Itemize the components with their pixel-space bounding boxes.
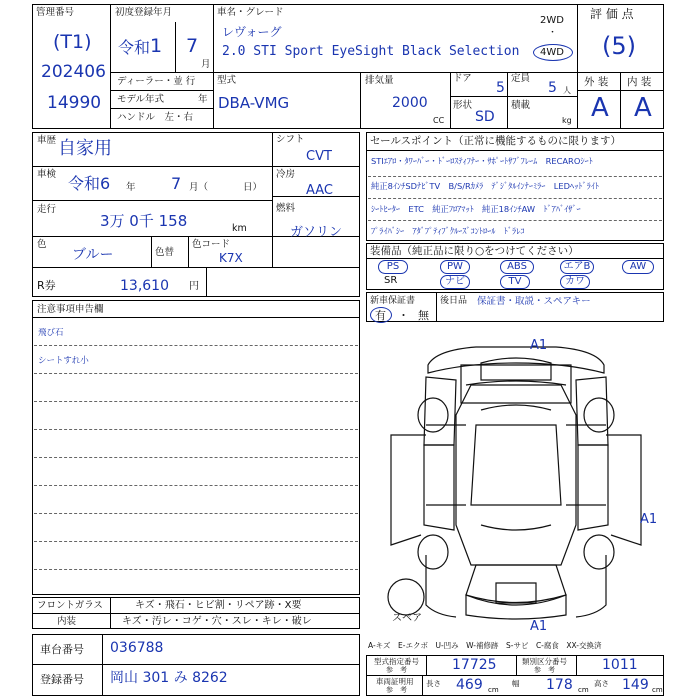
drive-dot: ・ bbox=[548, 28, 558, 38]
fuel-label: 燃料 bbox=[276, 203, 296, 214]
inspection-era: 令和6 bbox=[68, 174, 111, 193]
month-unit: 月 bbox=[201, 59, 211, 70]
class-value: 1011 bbox=[602, 657, 638, 673]
int-label: 内 装 bbox=[627, 76, 652, 88]
disp-label: 排気量 bbox=[365, 75, 394, 86]
warranty-no: 無 bbox=[418, 309, 429, 322]
handle-label: ハンドル 左・右 bbox=[117, 112, 194, 123]
header-section bbox=[32, 4, 664, 129]
disp-value: 2000 bbox=[392, 95, 428, 111]
inspection-year-unit: 年 bbox=[126, 182, 136, 193]
model-year-label: モデル年式 bbox=[117, 94, 165, 105]
r-label: R券 bbox=[37, 279, 56, 292]
shape-label: 形状 bbox=[453, 100, 473, 111]
note-item-2: シートすれ小 bbox=[38, 356, 89, 366]
len-label: 長さ bbox=[426, 679, 441, 688]
type-value: DBA-VMG bbox=[218, 94, 290, 112]
class-ref-label: 参 考 bbox=[534, 666, 555, 674]
form-ref-label: 参 考 bbox=[386, 666, 407, 674]
equip-airb: エアB bbox=[560, 260, 594, 274]
width-unit: cm bbox=[578, 686, 589, 694]
car-name: レヴォーグ bbox=[222, 25, 282, 39]
cert-label: 車両証明用 bbox=[376, 677, 414, 686]
equip-navi: ナビ bbox=[440, 275, 470, 289]
capacity-unit: 人 bbox=[563, 86, 571, 95]
equipment-title: 装備品（純正品に限り○をつけてください） bbox=[370, 245, 579, 257]
sales-line-1: STIｴｱﾛ・ﾀﾜｰﾊﾞｰ・ﾄﾞｰﾛｽﾃｨﾌﾅｰ・ｻﾎﾟｰﾄｻﾌﾞﾌﾚｰﾑ RECAROｼｰﾄ bbox=[371, 156, 593, 166]
reg-value: 岡山 301 み 8262 bbox=[110, 670, 228, 686]
disp-unit: CC bbox=[433, 116, 445, 125]
inspection-month-unit: 月（ bbox=[189, 182, 209, 193]
mgmt-t: (T1) bbox=[53, 31, 92, 53]
shift-label: シフト bbox=[276, 134, 305, 145]
equip-aw: AW bbox=[622, 260, 654, 274]
note-item-1: 飛び石 bbox=[38, 328, 64, 338]
first-reg-month: 7 bbox=[186, 35, 199, 57]
type-label: 型式 bbox=[217, 75, 237, 86]
sales-line-3: ｼｰﾄﾋｰﾀｰ ETC 純正ﾌﾛｱﾏｯﾄ 純正18ｲﾝﾁAW ﾄﾞｱﾊﾞｲｻﾞｰ bbox=[371, 204, 581, 214]
len-value: 469 bbox=[456, 677, 483, 693]
damage-mark-front: A1 bbox=[530, 338, 548, 353]
mgmt-no2: 14990 bbox=[47, 93, 102, 113]
height-value: 149 bbox=[622, 677, 649, 693]
door-label: ドア bbox=[453, 73, 472, 84]
sales-line-4: ﾌﾟﾗｲﾊﾞｼｰ ｱﾀﾞﾌﾟﾃｨﾌﾞｸﾙｰｽﾞｺﾝﾄﾛｰﾙ ﾄﾞﾗﾚｺ bbox=[371, 226, 525, 236]
warranty-sep: ・ bbox=[398, 309, 409, 322]
year-unit: 年 bbox=[198, 94, 208, 105]
front-glass-label: フロントガラス bbox=[37, 600, 103, 611]
inspection-label: 車検 bbox=[37, 169, 57, 180]
color-code-value: K7X bbox=[219, 251, 243, 265]
chassis-label: 車台番号 bbox=[40, 643, 84, 656]
spare-label: スペア bbox=[392, 613, 422, 624]
mileage-unit: km bbox=[232, 223, 247, 234]
sales-line-2: 純正8ｲﾝﾁSDﾅﾋﾞTV B/S/Rｶﾒﾗ ﾃﾞｼﾞﾀﾙｲﾝﾅｰﾐﾗｰ LEDﾍｯﾄﾞﾗｲﾄ bbox=[371, 181, 600, 191]
shape-value: SD bbox=[475, 109, 495, 125]
equip-pw: PW bbox=[440, 260, 470, 274]
mileage-value: 3万 0千 158 bbox=[100, 212, 188, 230]
damage-legend: A-キズ E-エクボ U-凹み W-補修跡 S-サビ C-腐食 XX-交換済 bbox=[368, 641, 602, 650]
history-value: 自家用 bbox=[58, 138, 112, 159]
equip-ps: PS bbox=[378, 260, 408, 274]
ext-label: 外 装 bbox=[584, 76, 609, 88]
interior-label: 内装 bbox=[57, 616, 77, 627]
width-label: 幅 bbox=[512, 679, 520, 688]
width-value: 178 bbox=[546, 677, 573, 693]
drive-4wd: 4WD bbox=[540, 47, 564, 58]
cert-ref-label: 参 考 bbox=[386, 686, 407, 694]
load-label: 積載 bbox=[511, 100, 531, 111]
front-glass-value: キズ・飛石・ヒビ割・リペア跡・X要 bbox=[135, 600, 302, 611]
first-reg-era: 令和 bbox=[118, 38, 151, 57]
damage-mark-rear: A1 bbox=[530, 619, 548, 634]
eval-score: (5) bbox=[602, 32, 636, 60]
len-unit: cm bbox=[488, 686, 499, 694]
form-value: 17725 bbox=[452, 657, 497, 673]
form-label: 型式指定番号 bbox=[374, 657, 419, 666]
warranty-yes: 有 bbox=[375, 309, 386, 322]
capacity-label: 定員 bbox=[511, 73, 531, 84]
ac-value: AAC bbox=[306, 183, 333, 198]
door-value: 5 bbox=[496, 80, 505, 96]
name-label: 車名・グレード bbox=[217, 7, 284, 18]
equip-abs: ABS bbox=[500, 260, 534, 274]
first-reg-label: 初度登録年月 bbox=[115, 7, 173, 18]
later-label: 後日品 bbox=[440, 296, 468, 306]
later-value: 保証書・取説・スペアキー bbox=[477, 296, 591, 307]
color-change-label: 色替 bbox=[155, 247, 175, 258]
car-diagram bbox=[366, 325, 664, 635]
damage-mark-right: A1 bbox=[640, 512, 658, 527]
interior-value: キズ・汚レ・コゲ・穴・スレ・キレ・破レ bbox=[122, 616, 312, 627]
load-unit: kg bbox=[562, 116, 572, 125]
equip-sr: SR bbox=[384, 275, 398, 286]
equip-tv: TV bbox=[500, 275, 530, 289]
capacity-value: 5 bbox=[548, 80, 557, 96]
r-value: 13,610 bbox=[120, 278, 169, 294]
shift-value: CVT bbox=[306, 149, 332, 164]
mileage-label: 走行 bbox=[37, 204, 57, 215]
eval-label: 評 価 点 bbox=[590, 7, 634, 21]
reg-label: 登録番号 bbox=[40, 673, 84, 686]
height-unit: cm bbox=[652, 686, 663, 694]
r-unit: 円 bbox=[189, 281, 199, 292]
class-label: 類別区分番号 bbox=[522, 657, 567, 666]
mgmt-no1: 202406 bbox=[41, 62, 106, 82]
color-value: ブルー bbox=[72, 247, 114, 263]
color-code-label: 色コード bbox=[192, 239, 231, 250]
inspection-month: 7 bbox=[171, 174, 182, 193]
grade: 2.0 STI Sport EyeSight Black Selection bbox=[222, 44, 520, 59]
notes-title: 注意事項申告欄 bbox=[37, 304, 104, 315]
color-label: 色 bbox=[37, 239, 47, 250]
warranty-label: 新車保証書 bbox=[370, 296, 416, 306]
drive-2wd: 2WD bbox=[540, 15, 564, 26]
sales-title: セールスポイント（正常に機能するものに限ります） bbox=[370, 135, 622, 147]
height-label: 高さ bbox=[594, 679, 609, 688]
chassis-value: 036788 bbox=[110, 640, 164, 656]
equip-kawa: カワ bbox=[560, 275, 590, 289]
fuel-value: ガソリン bbox=[290, 225, 343, 240]
ext-value: A bbox=[591, 93, 609, 123]
history-label: 車歴 bbox=[37, 135, 57, 146]
mgmt-label: 管理番号 bbox=[36, 7, 75, 18]
inspection-day-unit: 日） bbox=[243, 182, 263, 193]
first-reg-year: 1 bbox=[150, 35, 163, 57]
dealer-label: ディーラー・並 行 bbox=[117, 76, 196, 87]
ac-label: 冷房 bbox=[276, 169, 296, 180]
int-value: A bbox=[634, 93, 652, 123]
